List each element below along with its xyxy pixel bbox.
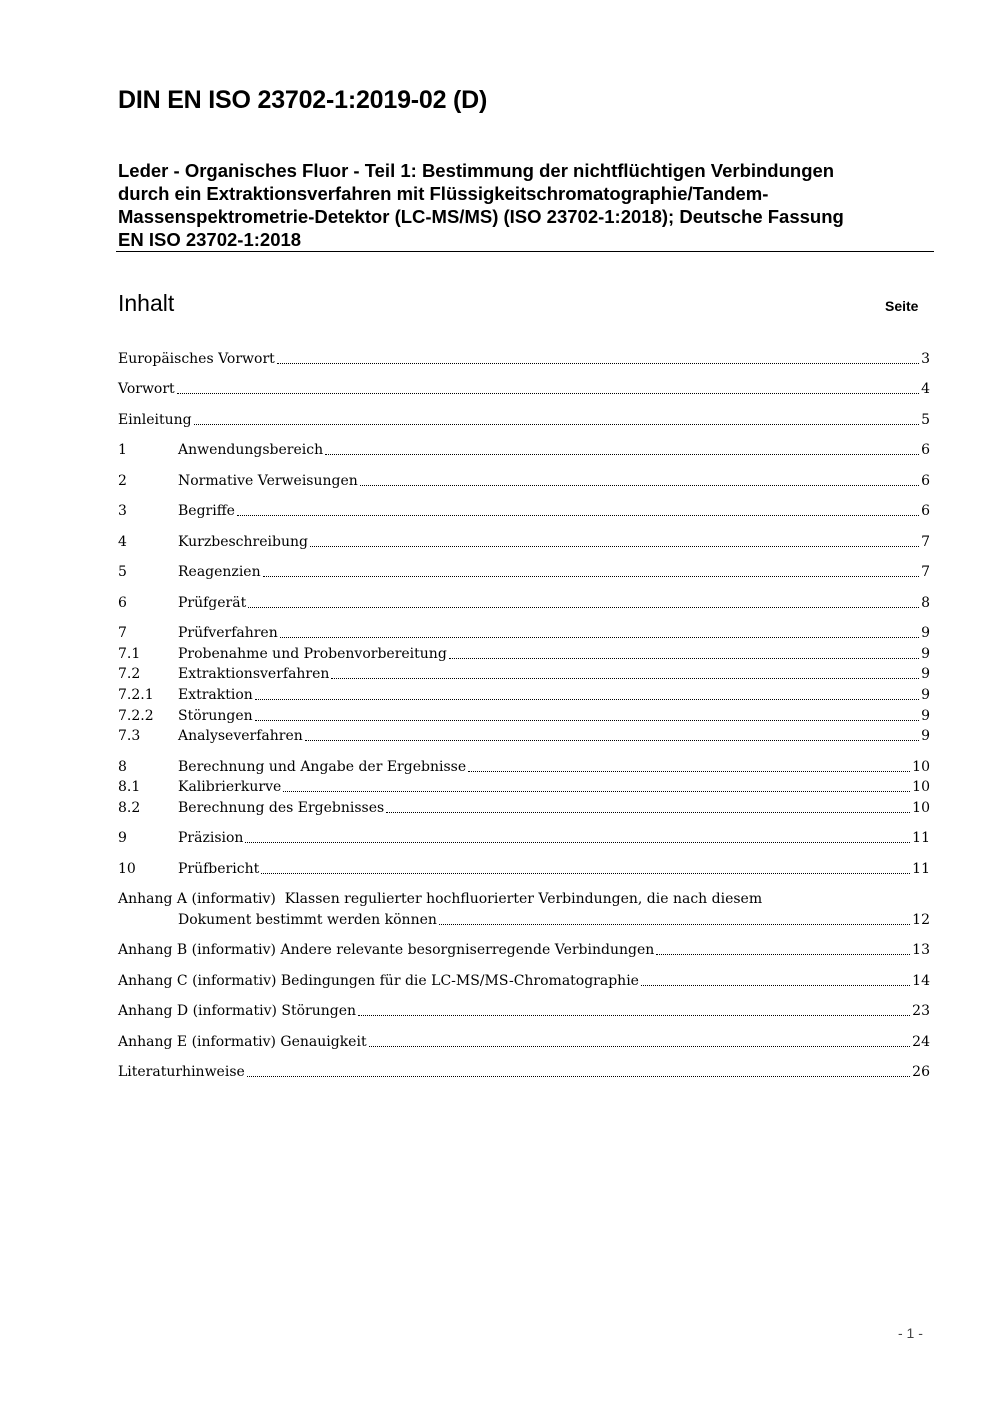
toc-annex-entry-continued[interactable] [178, 910, 930, 930]
toc-entry[interactable] [118, 593, 930, 613]
toc-entry-title: Begriffe [178, 503, 235, 519]
toc-leader [247, 1076, 910, 1077]
toc-entry-page: 6 [921, 442, 930, 458]
toc-leader [248, 607, 919, 608]
toc-leader [369, 1046, 911, 1047]
toc-annex-entry[interactable] [118, 940, 930, 960]
toc-entry-page: 7 [921, 534, 930, 550]
toc-entry-title: Extraktion [178, 687, 253, 703]
toc-entry-page: 9 [921, 728, 930, 744]
toc-entry-page: 8 [921, 595, 930, 611]
document-subtitle: Leder - Organisches Fluor - Teil 1: Bestimmung der nichtflüchtigen Verbindungen durch ein Extraktionsverfahren mit Flüssigkeitschromatographie/Tandem- Massenspektrometrie-Detektor (LC-MS/MS) (ISO 23702-1:2018); Deutsche Fassung EN ISO 23702-1:2018 [118, 160, 844, 250]
toc-entry-page: 9 [921, 687, 930, 703]
toc-entry-page: 11 [912, 830, 930, 846]
toc-entry-title: Präzision [178, 830, 244, 846]
toc-entry-number: 4 [118, 534, 127, 550]
toc-annex-title: Störungen [281, 1003, 357, 1019]
toc-entry-number: 8.1 [118, 779, 141, 795]
toc-entry-title: Europäisches Vorwort [118, 351, 275, 367]
toc-entry-page: 9 [921, 625, 930, 641]
toc-leader [468, 771, 910, 772]
toc-page-heading: Seite [885, 298, 919, 314]
toc-entry-page: 3 [921, 351, 930, 367]
toc-entry[interactable] [118, 501, 930, 521]
toc-annex-title: Bedingungen für die LC-MS/MS-Chromatographie [280, 973, 639, 989]
toc-annex-label: Anhang C (informativ) [118, 973, 277, 989]
toc-leader [331, 678, 919, 679]
toc-leader [177, 393, 919, 394]
toc-entry-title: Kalibrierkurve [178, 779, 282, 795]
toc-entry[interactable] [118, 706, 930, 726]
toc-entry-number: 2 [118, 473, 127, 489]
toc-entry-title: Kurzbeschreibung [178, 534, 308, 550]
toc-entry-title: Literaturhinweise [118, 1064, 245, 1080]
toc-entry-number: 9 [118, 830, 127, 846]
toc-leader [358, 1015, 910, 1016]
toc-entry-page: 10 [912, 759, 930, 775]
toc-leader [310, 546, 919, 547]
toc-leader [325, 454, 919, 455]
toc-entry[interactable] [118, 664, 930, 684]
toc-entry-page: 5 [921, 412, 930, 428]
toc-entry-page: 26 [912, 1064, 930, 1080]
toc-entry-title: Reagenzien [178, 564, 261, 580]
toc-entry-number: 10 [118, 861, 136, 877]
toc-entry-number: 6 [118, 595, 127, 611]
toc-entry[interactable] [118, 777, 930, 797]
toc-leader [656, 954, 910, 955]
toc-entry-number: 7.3 [118, 728, 141, 744]
toc-leader [449, 658, 919, 659]
document-title: DIN EN ISO 23702-1:2019-02 (D) [118, 86, 488, 114]
toc-annex-entry[interactable] [118, 971, 930, 991]
toc-leader [255, 699, 919, 700]
toc-entry[interactable] [118, 349, 930, 369]
toc-entry-number: 1 [118, 442, 127, 458]
toc-leader [641, 985, 910, 986]
toc-entry-number: 7.2.1 [118, 687, 154, 703]
toc-leader [360, 485, 919, 486]
toc-entry-page: 24 [912, 1034, 930, 1050]
toc-entry[interactable] [118, 828, 930, 848]
title-rule [116, 251, 934, 252]
toc-annex-title: Dokument bestimmt werden können [178, 912, 437, 928]
toc-entry-number: 7 [118, 625, 127, 641]
toc-entry-number: 7.2 [118, 666, 141, 682]
toc-annex-label: Anhang D (informativ) [118, 1003, 277, 1019]
toc-entry[interactable] [118, 757, 930, 777]
toc-entry-page: 4 [921, 381, 930, 397]
toc-annex-label: Anhang A (informativ) [118, 891, 276, 907]
toc-entry-title: Probenahme und Probenvorbereitung [178, 646, 447, 662]
toc-leader [277, 363, 919, 364]
toc-leader [194, 424, 920, 425]
toc-entry-number: 8.2 [118, 800, 141, 816]
toc-entry-page: 14 [912, 973, 930, 989]
toc-entry-page: 9 [921, 708, 930, 724]
toc-annex-title: Andere relevante besorgniserregende Verbindungen [280, 942, 655, 958]
toc-entry-number: 3 [118, 503, 127, 519]
toc-entry-title: Berechnung und Angabe der Ergebnisse [178, 759, 467, 775]
toc-annex-label: Anhang E (informativ) [118, 1034, 276, 1050]
toc-entry-number: 5 [118, 564, 127, 580]
toc-annex-entry[interactable] [118, 1032, 930, 1052]
toc-entry-title: Prüfverfahren [178, 625, 278, 641]
toc-entry-bibliography[interactable] [118, 1062, 930, 1082]
toc-annex-label: Anhang B (informativ) [118, 942, 277, 958]
toc-leader [386, 812, 910, 813]
toc-entry[interactable] [118, 685, 930, 705]
toc-annex-entry[interactable] [118, 889, 930, 909]
toc-leader [237, 515, 919, 516]
toc-entry[interactable] [118, 798, 930, 818]
toc-entry-page: 10 [912, 779, 930, 795]
toc-leader [255, 720, 919, 721]
toc-heading: Inhalt [118, 290, 175, 316]
toc-leader [263, 576, 919, 577]
toc-entry-number: 8 [118, 759, 127, 775]
toc-entry-title: Extraktionsverfahren [178, 666, 330, 682]
toc-entry[interactable] [118, 623, 930, 643]
toc-entry-page: 12 [912, 912, 930, 928]
toc-leader [283, 791, 910, 792]
toc-entry[interactable] [118, 644, 930, 664]
toc-entry-title: Störungen [178, 708, 253, 724]
toc-entry-title: Prüfgerät [178, 595, 247, 611]
footer-page-number: - 1 - [898, 1325, 923, 1341]
toc-entry-title: Anwendungsbereich [178, 442, 324, 458]
toc-entry-page: 13 [912, 942, 930, 958]
toc-entry-page: 6 [921, 503, 930, 519]
toc-entry-page: 10 [912, 800, 930, 816]
toc-entry[interactable] [118, 410, 930, 430]
toc-entry-title: Analyseverfahren [178, 728, 303, 744]
toc-entry-title: Einleitung [118, 412, 192, 428]
toc-entry-title: Berechnung des Ergebnisses [178, 800, 385, 816]
toc-entry-page: 9 [921, 646, 930, 662]
toc-entry[interactable] [118, 726, 930, 746]
toc-entry[interactable] [118, 562, 930, 582]
toc-entry[interactable] [118, 471, 930, 491]
toc-entry-page: 11 [912, 861, 930, 877]
toc-leader [305, 740, 919, 741]
toc-annex-entry[interactable] [118, 1001, 930, 1021]
toc-entry-title: Prüfbericht [178, 861, 260, 877]
toc-leader [245, 842, 910, 843]
toc-annex-title: Genauigkeit [280, 1034, 367, 1050]
toc-annex-title: Klassen regulierter hochfluorierter Verbindungen, die nach diesem [284, 891, 763, 907]
toc-entry-page: 23 [912, 1003, 930, 1019]
toc-entry-page: 6 [921, 473, 930, 489]
toc-entry[interactable] [118, 440, 930, 460]
toc-leader [439, 924, 910, 925]
toc-entry-title: Normative Verweisungen [178, 473, 358, 489]
toc-leader [261, 873, 910, 874]
toc-entry-number: 7.1 [118, 646, 141, 662]
toc-entry-page: 9 [921, 666, 930, 682]
toc-entry-number: 7.2.2 [118, 708, 154, 724]
toc-entry-page: 7 [921, 564, 930, 580]
toc-entry-title: Vorwort [118, 381, 175, 397]
toc-entry[interactable] [118, 379, 930, 399]
toc-entry[interactable] [118, 859, 930, 879]
toc-leader [280, 637, 919, 638]
toc-entry[interactable] [118, 532, 930, 552]
